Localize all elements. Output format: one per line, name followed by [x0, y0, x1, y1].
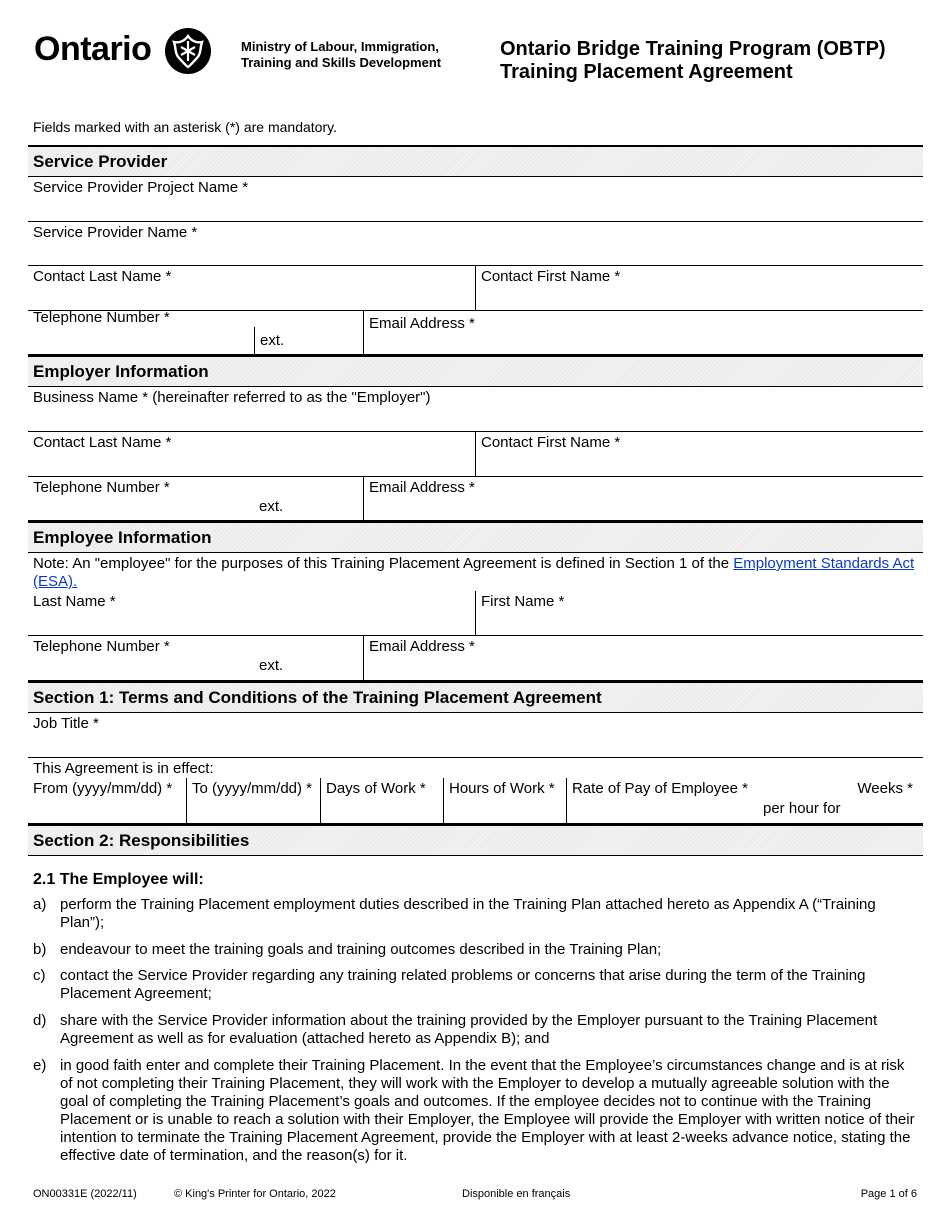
employee-first-name-field[interactable]: First Name * — [475, 591, 923, 635]
sp-telephone-field[interactable]: Telephone Number * ext. — [28, 311, 363, 354]
hours-of-work-field[interactable]: Hours of Work * — [443, 778, 566, 823]
french-availability: Disponible en français — [462, 1188, 571, 1200]
job-title-field[interactable]: Job Title * — [33, 715, 99, 732]
from-date-field[interactable]: From (yyyy/mm/dd) * — [33, 780, 173, 797]
employer-ext-field[interactable]: ext. — [259, 498, 284, 515]
page-number: Page 1 of 6 — [860, 1188, 917, 1200]
sp-project-name-field[interactable]: Service Provider Project Name * — [33, 179, 249, 196]
business-name-field[interactable]: Business Name * (hereinafter referred to as the "Employer") — [33, 389, 431, 406]
document-title: Ontario Bridge Training Program (OBTP) Training Placement Agreement — [500, 38, 886, 83]
section-employee: Employee Information — [28, 521, 923, 553]
employee-will-heading: 2.1 The Employee will: — [33, 871, 204, 888]
employee-ext-field[interactable]: ext. — [259, 657, 284, 674]
field-row — [28, 477, 923, 521]
ministry-name: Ministry of Labour, Immigration, Training and Skills Development — [241, 39, 442, 70]
esa-link[interactable]: Employment Standards Act (ESA). — [33, 555, 915, 590]
list-item: a) perform the Training Placement employment duties described in the Training Plan attached hereto as Appendix A (“Training Plan”); — [33, 896, 876, 931]
trillium-logo-icon — [164, 27, 212, 75]
field-row — [28, 311, 923, 355]
mandatory-note: Fields marked with an asterisk (*) are mandatory. — [33, 119, 337, 135]
agreement-in-effect-label: This Agreement is in effect: — [33, 760, 214, 777]
employer-contact-first-name-field[interactable]: Contact First Name * — [475, 432, 923, 476]
field-row — [28, 177, 923, 222]
sp-email-field[interactable]: Email Address * — [363, 311, 923, 354]
sp-name-field[interactable]: Service Provider Name * — [33, 224, 198, 241]
field-row — [28, 591, 923, 636]
field-row — [28, 636, 923, 681]
field-row — [28, 222, 923, 266]
list-item: e) in good faith enter and complete their Training Placement. In the event that the Employee’s circumstances change and is at risk of not completing their Training Placement, they will work with the Employer to develop a mutually agreeable solution with the goal of completing the Training Placement’s goals and outcomes. If the employee decides not to continue with the Training Placement or is unable to reach a solution with their Employer, the Employee will provide the Employer with written notice of their intention to terminate the Training Placement Agreement, provide the Employer with at least 2-weeks advance notice, stating the effective date of termination, and the reason(s) for it. — [33, 1057, 915, 1164]
field-row — [28, 778, 923, 824]
employer-contact-last-name-field[interactable]: Contact Last Name * — [33, 434, 172, 451]
field-row — [28, 432, 923, 477]
ontario-logo-text: Ontario — [34, 30, 152, 68]
section-service-provider: Service Provider — [28, 145, 923, 177]
employer-telephone-field[interactable]: Telephone Number * ext. — [28, 477, 363, 520]
list-item: c) contact the Service Provider regarding any training related problems or concerns that arise during the term of the Training Placement Agreement; — [33, 967, 866, 1002]
to-date-field[interactable]: To (yyyy/mm/dd) * — [186, 778, 320, 823]
days-of-work-field[interactable]: Days of Work * — [320, 778, 443, 823]
employee-telephone-field[interactable]: Telephone Number * ext. — [28, 636, 363, 680]
rate-of-pay-field[interactable]: Rate of Pay of Employee * per hour for Weeks * — [566, 778, 923, 823]
list-item: b) endeavour to meet the training goals and training outcomes described in the Training Plan; — [33, 941, 662, 958]
copyright: © King's Printer for Ontario, 2022 — [174, 1188, 336, 1200]
field-row — [28, 387, 923, 432]
weeks-field[interactable]: Weeks * — [857, 780, 913, 797]
field-row — [28, 713, 923, 758]
sp-contact-first-name-field[interactable]: Contact First Name * — [475, 266, 923, 310]
employee-email-field[interactable]: Email Address * — [363, 636, 923, 680]
section-employer: Employer Information — [28, 355, 923, 387]
employee-last-name-field[interactable]: Last Name * — [33, 593, 116, 610]
employee-note: Note: An "employee" for the purposes of this Training Placement Agreement is defined in Section 1 of the Employment Standards Act (ESA). — [33, 555, 915, 590]
sp-ext-field[interactable]: ext. — [254, 327, 284, 354]
form-id: ON00331E (2022/11) — [33, 1188, 137, 1200]
list-item: d) share with the Service Provider information about the training provided by the Employer pursuant to the Training Placement Agreement as well as for evaluation (attached hereto as Appendix B); and — [33, 1012, 878, 1047]
section-responsibilities: Section 2: Responsibilities — [28, 824, 923, 856]
agreement-form — [28, 145, 923, 856]
employer-email-field[interactable]: Email Address * — [363, 477, 923, 520]
field-row — [28, 266, 923, 311]
section-terms-conditions: Section 1: Terms and Conditions of the Training Placement Agreement — [28, 681, 923, 713]
sp-contact-last-name-field[interactable]: Contact Last Name * — [33, 268, 172, 285]
